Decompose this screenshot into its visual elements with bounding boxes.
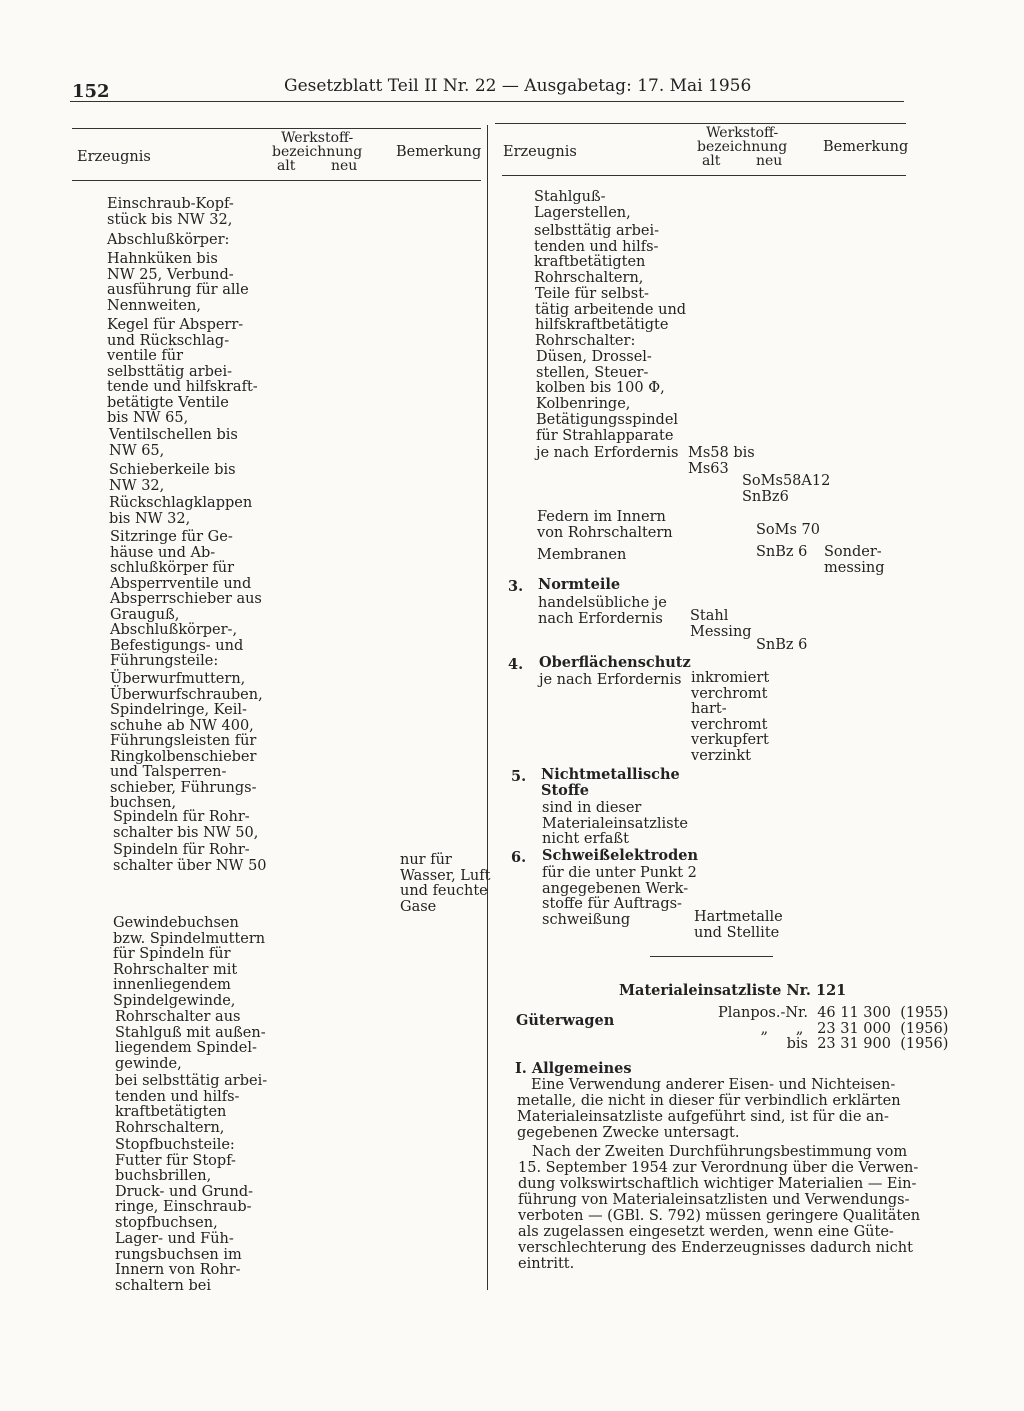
right-item: Betätigungsspindel für Strahlapparate	[536, 412, 679, 444]
material-list-title: Materialeinsatzliste Nr. 121	[619, 982, 847, 999]
left-item: Überwurfmuttern, Überwurfschrauben, Spindelringe, Keil- schuhe ab NW 400, Führungsleisten für Ringkolbenschieber und Talsperren- schieber, Führungs- buchsen,	[110, 671, 263, 811]
right-col-product-header: Erzeugnis	[503, 144, 577, 160]
left-item: Ventilschellen bis NW 65,	[109, 427, 238, 459]
material-list-planpos: Planpos.-Nr. 46 11 300 (1955) „ „ 23 31 000 (1956) bis 23 31 900 (1956)	[718, 1005, 949, 1052]
right-table-top-rule	[495, 123, 906, 124]
left-item: Schieberkeile bis NW 32,	[109, 462, 236, 494]
right-col-remark-header: Bemerkung	[823, 139, 909, 155]
section-text: handelsübliche je nach Erfordernis	[538, 595, 667, 627]
federn-item: Federn im Innern von Rohrschaltern	[537, 509, 673, 541]
section-number: 4.	[508, 656, 524, 673]
left-item: Sitzringe für Ge- häuse und Ab- schlußkörper für Absperrventile und Absperrschieber aus Grauguß,	[110, 529, 262, 623]
section-material-old: Stahl Messing	[690, 608, 752, 640]
section-end-rule	[650, 956, 773, 957]
section-number: 6.	[511, 849, 527, 866]
material-new-1: SoMs58A12 SnBz6	[742, 473, 831, 505]
right-col-material-header: Werkstoff- bezeichnung alt neu	[697, 125, 788, 169]
left-table-top-rule	[72, 128, 481, 129]
right-item: Teile für selbst- tätig arbeitende und hilfskraftbetätigte Rohrschalter:	[535, 286, 687, 349]
membranen-item: Membranen	[537, 547, 627, 563]
left-table-header-rule	[72, 180, 481, 181]
left-item: Abschlußkörper:	[107, 232, 230, 248]
paragraph-1: Eine Verwendung anderer Eisen- und Nichteisen- metalle, die nicht in dieser für verbindlich erklärten Materialeinsatzliste aufgeführt sind, ist für die an- gegebenen Zwecke untersagt.	[517, 1077, 901, 1141]
column-divider	[487, 125, 488, 1290]
section-heading-allgemeines: I. Allgemeines	[515, 1060, 632, 1077]
paragraph-2: Nach der Zweiten Durchführungsbestimmung vom 15. September 1954 zur Verordnung über die Verwen- dung volkswirtschaftlich wichtiger Materialien — Ein- führung von Materialeinsatzlisten und Verwendungs- verboten — (GBl. S. 792) müssen geringere Qualitäten als zugelassen eingesetzt werden, wenn eine Güte- verschlechterung des Enderzeugnisses dadurch nicht eintritt.	[518, 1144, 921, 1272]
section-material-old: Hartmetalle und Stellite	[694, 909, 783, 941]
left-item: Rückschlagklappen bis NW 32,	[109, 495, 253, 527]
section-text: je nach Erfordernis	[539, 672, 682, 688]
material-list-subject: Güterwagen	[516, 1012, 615, 1029]
left-col-material-header: Werkstoff- bezeichnung alt neu	[272, 130, 363, 174]
page-number: 152	[72, 81, 110, 102]
left-item: Hahnküken bis NW 25, Verbund- ausführung für alle Nennweiten,	[107, 251, 249, 314]
section-text: sind in dieser Materialeinsatzliste nicht erfaßt	[542, 800, 688, 847]
right-item: je nach Erfordernis	[536, 445, 679, 461]
membranen-remark: Sonder- messing	[824, 544, 885, 576]
right-item: selbsttätig arbei- tenden und hilfs- kraftbetätigten Rohrschaltern,	[534, 223, 660, 286]
section-material-old: inkromiert verchromt hart- verchromt verkupfert verzinkt	[691, 670, 770, 764]
material-old-1: Ms58 bis Ms63	[688, 445, 755, 477]
federn-new: SoMs 70	[756, 522, 821, 538]
right-table-header-rule	[502, 175, 906, 176]
section-title: Normteile	[538, 576, 621, 593]
left-item: bei selbsttätig arbei- tenden und hilfs- kraftbetätigten Rohrschaltern,	[115, 1073, 268, 1136]
section-material-new: SnBz 6	[756, 637, 808, 653]
section-title: Nichtmetallische Stoffe	[541, 766, 680, 799]
section-title: Schweißelektroden	[542, 847, 698, 864]
left-item: Einschraub-Kopf- stück bis NW 32,	[107, 196, 234, 228]
section-number: 5.	[511, 768, 527, 785]
left-item: Stopfbuchsteile: Futter für Stopf- buchsbrillen, Druck- und Grund- ringe, Einschraub- stopfbuchsen,	[115, 1137, 253, 1231]
left-item: Spindeln für Rohr- schalter bis NW 50,	[113, 809, 259, 841]
section-text: für die unter Punkt 2 angegebenen Werk- stoffe für Auftrags- schweißung	[542, 865, 697, 928]
remark-spindeln: nur für Wasser, Luft und feuchte Gase	[400, 852, 491, 915]
left-item: Rohrschalter aus Stahlguß mit außen- liegendem Spindel- gewinde,	[115, 1009, 266, 1072]
section-number: 3.	[508, 578, 524, 595]
left-col-product-header: Erzeugnis	[77, 149, 151, 165]
left-item: Abschlußkörper-, Befestigungs- und Führungsteile:	[110, 622, 244, 669]
left-item: Kegel für Absperr- und Rückschlag- ventile für selbsttätig arbei- tende und hilfskraft- betätigte Ventile bis NW 65,	[107, 317, 258, 426]
left-col-remark-header: Bemerkung	[396, 144, 482, 160]
membranen-new: SnBz 6	[756, 544, 808, 560]
section-title: Oberflächenschutz	[539, 654, 691, 671]
header-rule	[70, 101, 904, 102]
right-item: Düsen, Drossel- stellen, Steuer- kolben bis 100 Φ, Kolbenringe,	[536, 349, 665, 412]
left-item: Spindeln für Rohr- schalter über NW 50	[113, 842, 267, 874]
left-item: Gewindebuchsen bzw. Spindelmuttern für Spindeln für Rohrschalter mit innenliegendem Spindelgewinde,	[113, 915, 266, 1009]
right-item: Stahlguß- Lagerstellen,	[534, 189, 631, 221]
page-title: Gesetzblatt Teil II Nr. 22 — Ausgabetag: 17. Mai 1956	[284, 76, 752, 96]
left-item: Lager- und Füh- rungsbuchsen im Innern von Rohr- schaltern bei	[115, 1231, 242, 1294]
